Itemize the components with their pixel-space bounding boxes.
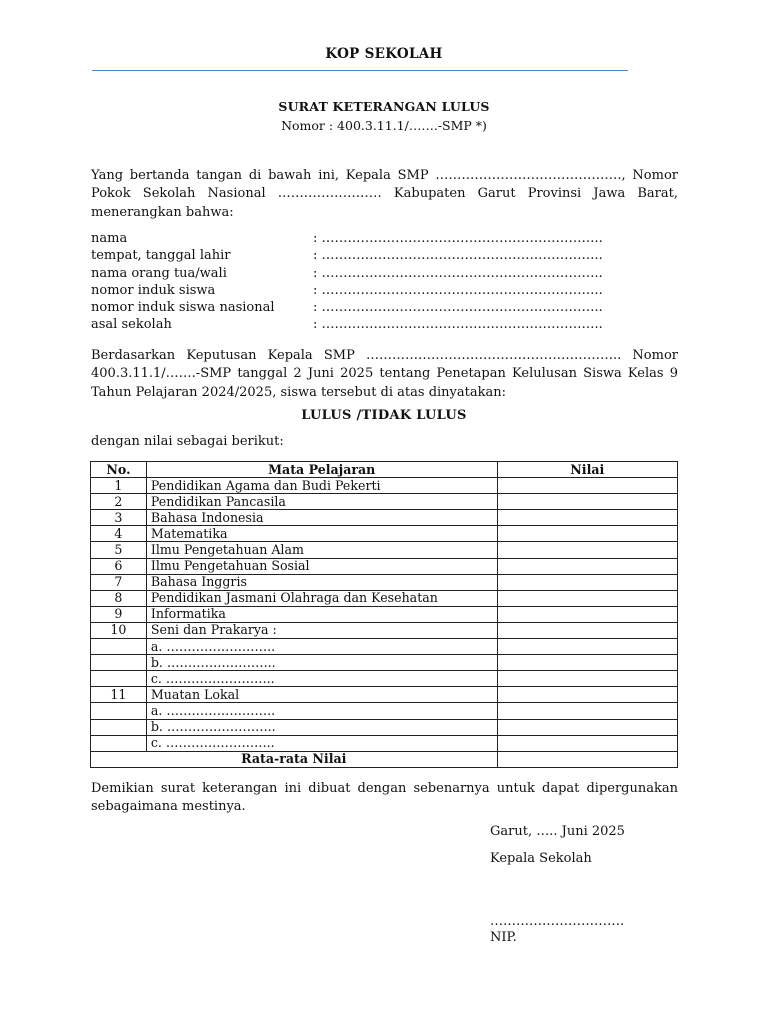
score-cell bbox=[497, 510, 677, 526]
grade-row bbox=[91, 639, 678, 655]
identity-label: nama bbox=[91, 231, 128, 246]
row-number: 4 bbox=[91, 526, 147, 542]
opening-paragraph: Yang bertanda tangan di bawah ini, Kepala SMP ……………………………………., Nomor Pokok Sekolah Nasional …………………… Kabupaten Garut Provinsi Jawa Barat, menerangkan bahwa: bbox=[91, 168, 678, 220]
identity-label: nomor induk siswa bbox=[91, 282, 216, 298]
subject-name: Seni dan Prakarya : bbox=[146, 622, 497, 638]
identity-label: asal sekolah bbox=[91, 317, 172, 333]
score-cell bbox=[497, 558, 677, 574]
identity-value: : ……………………………………………………….. bbox=[313, 300, 603, 316]
header-no: No. bbox=[91, 462, 147, 478]
subject-name: a. …………………….. bbox=[146, 639, 497, 655]
row-number: 10 bbox=[91, 622, 147, 638]
signature-nip: NIP. bbox=[490, 930, 517, 945]
grade-row bbox=[91, 478, 678, 494]
subject-name: a. …………………….. bbox=[146, 703, 497, 719]
grades-table bbox=[90, 461, 678, 768]
identity-label: nomor induk siswa nasional bbox=[91, 300, 275, 316]
average-value bbox=[497, 751, 677, 767]
signature-place-date: Garut, ….. Juni 2025 bbox=[490, 824, 625, 839]
grade-row bbox=[91, 687, 678, 703]
grade-row bbox=[91, 735, 678, 751]
subject-name: b. …………………….. bbox=[146, 719, 497, 735]
subject-name: b. …………………….. bbox=[146, 655, 497, 671]
identity-row bbox=[91, 266, 678, 283]
grade-row bbox=[91, 655, 678, 671]
row-number: 1 bbox=[91, 478, 147, 494]
score-cell bbox=[497, 687, 677, 703]
row-number: 9 bbox=[91, 606, 147, 622]
grade-row bbox=[91, 494, 678, 510]
identity-value: : ……………………………………………………….. bbox=[313, 265, 603, 281]
subject-name: Informatika bbox=[146, 606, 497, 622]
grade-row bbox=[91, 703, 678, 719]
grades-intro: dengan nilai sebagai berikut: bbox=[91, 434, 284, 449]
identity-row bbox=[91, 231, 678, 248]
signature-name-line: …………………………. bbox=[490, 914, 625, 929]
grade-row bbox=[91, 542, 678, 558]
row-number bbox=[91, 735, 147, 751]
identity-value: : ……………………………………………………….. bbox=[313, 317, 603, 333]
document-number: Nomor : 400.3.11.1/…….-SMP *) bbox=[281, 118, 487, 133]
grade-row bbox=[91, 671, 678, 687]
row-number: 7 bbox=[91, 574, 147, 590]
score-cell bbox=[497, 494, 677, 510]
subject-name: Pendidikan Pancasila bbox=[146, 494, 497, 510]
identity-value: : ……………………………………………………….. bbox=[313, 248, 603, 264]
score-cell bbox=[497, 590, 677, 606]
score-cell bbox=[497, 606, 677, 622]
row-number bbox=[91, 719, 147, 735]
row-number: 5 bbox=[91, 542, 147, 558]
score-cell bbox=[497, 719, 677, 735]
identity-row bbox=[91, 300, 678, 317]
grade-row bbox=[91, 622, 678, 638]
letterhead-title: KOP SEKOLAH bbox=[325, 46, 443, 62]
identity-row bbox=[91, 248, 678, 265]
subject-name: Ilmu Pengetahuan Sosial bbox=[146, 558, 497, 574]
score-cell bbox=[497, 735, 677, 751]
subject-name: Pendidikan Agama dan Budi Pekerti bbox=[146, 478, 497, 494]
student-identity-table bbox=[91, 231, 678, 335]
score-cell bbox=[497, 574, 677, 590]
header-score: Nilai bbox=[497, 462, 677, 478]
grade-row bbox=[91, 590, 678, 606]
score-cell bbox=[497, 622, 677, 638]
identity-value: : ……………………………………………………….. bbox=[313, 282, 603, 298]
header-subject: Mata Pelajaran bbox=[146, 462, 497, 478]
score-cell bbox=[497, 639, 677, 655]
grade-row bbox=[91, 606, 678, 622]
row-number: 2 bbox=[91, 494, 147, 510]
basis-paragraph: Berdasarkan Keputusan Kepala SMP ………………………………………………….. Nomor 400.3.11.1/…….-SMP tanggal 2 Juni 2025 tentang Penetapan Kelulusan Siswa Kelas 9 Tahun Pelajaran 2024/2025, siswa tersebut di atas dinyatakan: bbox=[91, 348, 678, 400]
subject-name: Matematika bbox=[146, 526, 497, 542]
score-cell bbox=[497, 655, 677, 671]
graduation-status: LULUS /TIDAK LULUS bbox=[301, 408, 467, 423]
identity-row bbox=[91, 317, 678, 334]
row-number bbox=[91, 703, 147, 719]
score-cell bbox=[497, 542, 677, 558]
grade-row bbox=[91, 526, 678, 542]
signature-role: Kepala Sekolah bbox=[490, 851, 592, 866]
score-cell bbox=[497, 703, 677, 719]
row-number bbox=[91, 655, 147, 671]
subject-name: c. …………………….. bbox=[146, 671, 497, 687]
average-row bbox=[91, 751, 678, 767]
row-number: 6 bbox=[91, 558, 147, 574]
subject-name: Bahasa Indonesia bbox=[146, 510, 497, 526]
subject-name: Muatan Lokal bbox=[146, 687, 497, 703]
identity-label: tempat, tanggal lahir bbox=[91, 248, 231, 264]
row-number: 8 bbox=[91, 590, 147, 606]
identity-label: nama orang tua/wali bbox=[91, 265, 227, 281]
identity-value: : ……………………………………………………….. bbox=[313, 231, 603, 246]
score-cell bbox=[497, 526, 677, 542]
subject-name: Pendidikan Jasmani Olahraga dan Kesehatan bbox=[146, 590, 497, 606]
grade-row bbox=[91, 558, 678, 574]
letterhead-divider bbox=[92, 70, 628, 71]
subject-name: Bahasa Inggris bbox=[146, 574, 497, 590]
grade-row bbox=[91, 510, 678, 526]
grades-header-row bbox=[91, 462, 678, 478]
row-number bbox=[91, 671, 147, 687]
grade-row bbox=[91, 719, 678, 735]
document-title: SURAT KETERANGAN LULUS bbox=[278, 99, 490, 114]
score-cell bbox=[497, 478, 677, 494]
average-label: Rata-rata Nilai bbox=[91, 751, 498, 767]
row-number bbox=[91, 639, 147, 655]
row-number: 3 bbox=[91, 510, 147, 526]
row-number: 11 bbox=[91, 687, 147, 703]
identity-row bbox=[91, 283, 678, 300]
grade-row bbox=[91, 574, 678, 590]
subject-name: c. …………………….. bbox=[146, 735, 497, 751]
score-cell bbox=[497, 671, 677, 687]
closing-paragraph: Demikian surat keterangan ini dibuat dengan sebenarnya untuk dapat dipergunakan sebagaimana mestinya. bbox=[91, 781, 678, 815]
subject-name: Ilmu Pengetahuan Alam bbox=[146, 542, 497, 558]
